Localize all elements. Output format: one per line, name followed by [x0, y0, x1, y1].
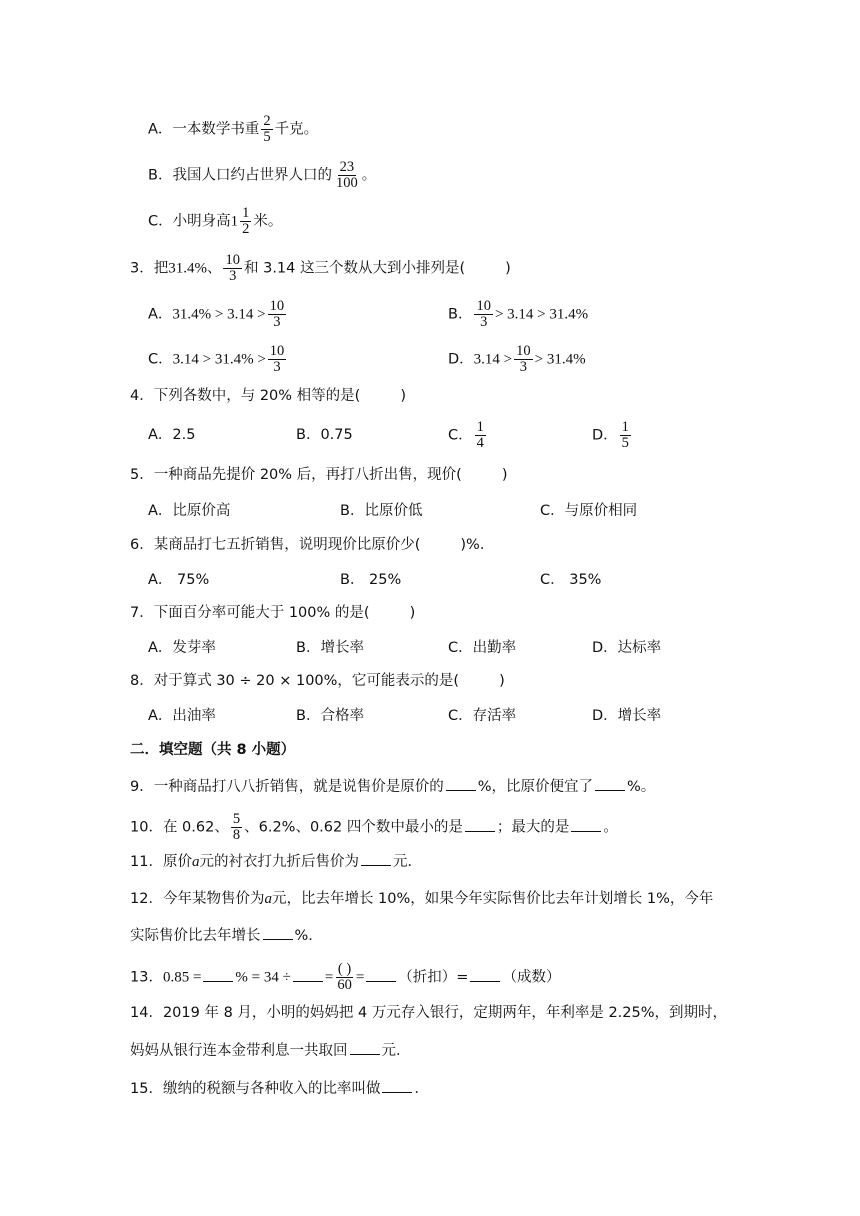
q8-option-a: A．出油率: [148, 708, 216, 724]
question-9: 9．一种商品打八八折销售，就是说售价是原价的 %，比原价便宜了 %。: [130, 776, 655, 797]
q2-option-c: C．小明身高1 $\frac{1}{2}$ 米。: [148, 205, 283, 237]
answer-blank[interactable]: [263, 925, 293, 940]
q3-option-d: D．3.14 > $\frac{10}{3}$ > 31.4%: [448, 343, 586, 375]
fraction: $\frac{1}{2}$: [242, 205, 250, 237]
question-15: 15．缴纳的税额与各种收入的比率叫做 ．: [130, 1078, 429, 1099]
q3-option-a: A．31.4% > 3.14 > $\frac{10}{3}$: [148, 298, 285, 330]
question-4: 4．下列各数中，与 20% 相等的是( ): [130, 388, 406, 404]
fraction: $\frac{2}{5}$: [263, 113, 271, 145]
q2-b-text: B．我国人口约占世界人口的: [148, 167, 332, 184]
q7-option-a: A．发芽率: [148, 640, 216, 656]
fraction: $\frac{23}{100}$: [335, 159, 358, 191]
q2-option-b: B．我国人口约占世界人口的 $\frac{23}{100}$ 。: [148, 159, 377, 191]
question-7: 7．下面百分率可能大于 100% 的是( ): [130, 605, 416, 621]
answer-blank[interactable]: [203, 967, 233, 982]
q7-option-d: D．达标率: [592, 640, 662, 656]
q4-option-c: C． $\frac{1}{4}$: [448, 419, 484, 451]
fraction: $\frac{1}{5}$: [621, 419, 629, 451]
question-12: 12．今年某物售价为a元，比去年增长 10%，如果今年实际售价比去年计划增长 1%，今年: [130, 891, 714, 907]
q6-option-b: B． 25%: [340, 572, 402, 588]
q6-option-a: A． 75%: [148, 572, 210, 588]
q4-option-a: A．2.5: [148, 427, 196, 443]
fraction: $\frac{5}{8}$: [232, 811, 241, 843]
q3-option-c: C．3.14 > 31.4% > $\frac{10}{3}$: [148, 343, 285, 375]
section-heading: 二．填空题（共 8 小题）: [130, 742, 296, 758]
question-8: 8．对于算式 30 ÷ 20 × 100%，它可能表示的是( ): [130, 673, 505, 689]
q7-option-b: B．增长率: [296, 640, 364, 656]
answer-blank[interactable]: [366, 967, 396, 982]
q5-option-a: A．比原价高: [148, 503, 231, 519]
answer-blank[interactable]: [571, 817, 601, 832]
q3-option-b: B． $\frac{10}{3}$ > 3.14 > 31.4%: [448, 298, 589, 330]
question-5: 5．一种商品先提价 20% 后，再打八折出售，现价( ): [130, 467, 508, 483]
q2-c-text: C．小明身高: [148, 213, 231, 230]
answer-blank[interactable]: [470, 967, 500, 982]
question-6: 6．某商品打七五折销售，说明现价比原价少( )%．: [130, 537, 495, 553]
q8-option-c: C．存活率: [448, 708, 517, 724]
question-13: 13．0.85 = % = 34 ÷ = $\frac{( )}{60}$ = （折扣）= （成数）: [130, 961, 561, 993]
q8-option-d: D．增长率: [592, 708, 662, 724]
q5-option-c: C．与原价相同: [540, 503, 638, 519]
answer-blank[interactable]: [350, 1040, 380, 1055]
fraction: $\frac{10}{3}$: [225, 252, 240, 284]
fraction: $\frac{10}{3}$: [269, 343, 285, 375]
answer-blank[interactable]: [595, 776, 625, 791]
q7-option-c: C．出勤率: [448, 640, 517, 656]
question-12-line-2: 实际售价比去年增长 %．: [130, 925, 323, 946]
fraction: $\frac{1}{4}$: [476, 419, 484, 451]
fraction: $\frac{10}{3}$: [516, 343, 531, 375]
answer-blank[interactable]: [382, 1078, 412, 1093]
q6-option-c: C． 35%: [540, 572, 602, 588]
answer-blank[interactable]: [446, 776, 476, 791]
question-10: 10．在 0.62、 $\frac{5}{8}$ 、6.2%、0.62 四个数中最小的是 ；最大的是 。: [130, 811, 618, 843]
fraction: $\frac{10}{3}$: [476, 298, 491, 330]
question-11: 11．原价a元的衬衣打九折后售价为 元．: [130, 851, 422, 872]
answer-blank[interactable]: [361, 851, 391, 866]
fraction: $\frac{10}{3}$: [269, 298, 285, 330]
question-14-line-2: 妈妈从银行连本金带利息一共取回 元．: [130, 1040, 411, 1061]
q2-a-text: A．一本数学书重: [148, 121, 260, 138]
q4-option-d: D． $\frac{1}{5}$: [592, 419, 629, 451]
q4-option-b: B．0.75: [296, 427, 353, 443]
question-3: 3．把31.4%、 $\frac{10}{3}$ 和 3.14 这三个数从大到小排列是( ): [130, 252, 511, 284]
question-14: 14．2019 年 8 月，小明的妈妈把 4 万元存入银行，定期两年，年利率是 2.25%，到期时，: [130, 1005, 728, 1021]
answer-blank[interactable]: [293, 967, 323, 982]
q5-option-b: B．比原价低: [340, 503, 423, 519]
fraction: $\frac{( )}{60}$: [337, 961, 352, 993]
q8-option-b: B．合格率: [296, 708, 364, 724]
q2-option-a: A．一本数学书重 $\frac{2}{5}$ 千克。: [148, 113, 319, 145]
answer-blank[interactable]: [465, 817, 495, 832]
